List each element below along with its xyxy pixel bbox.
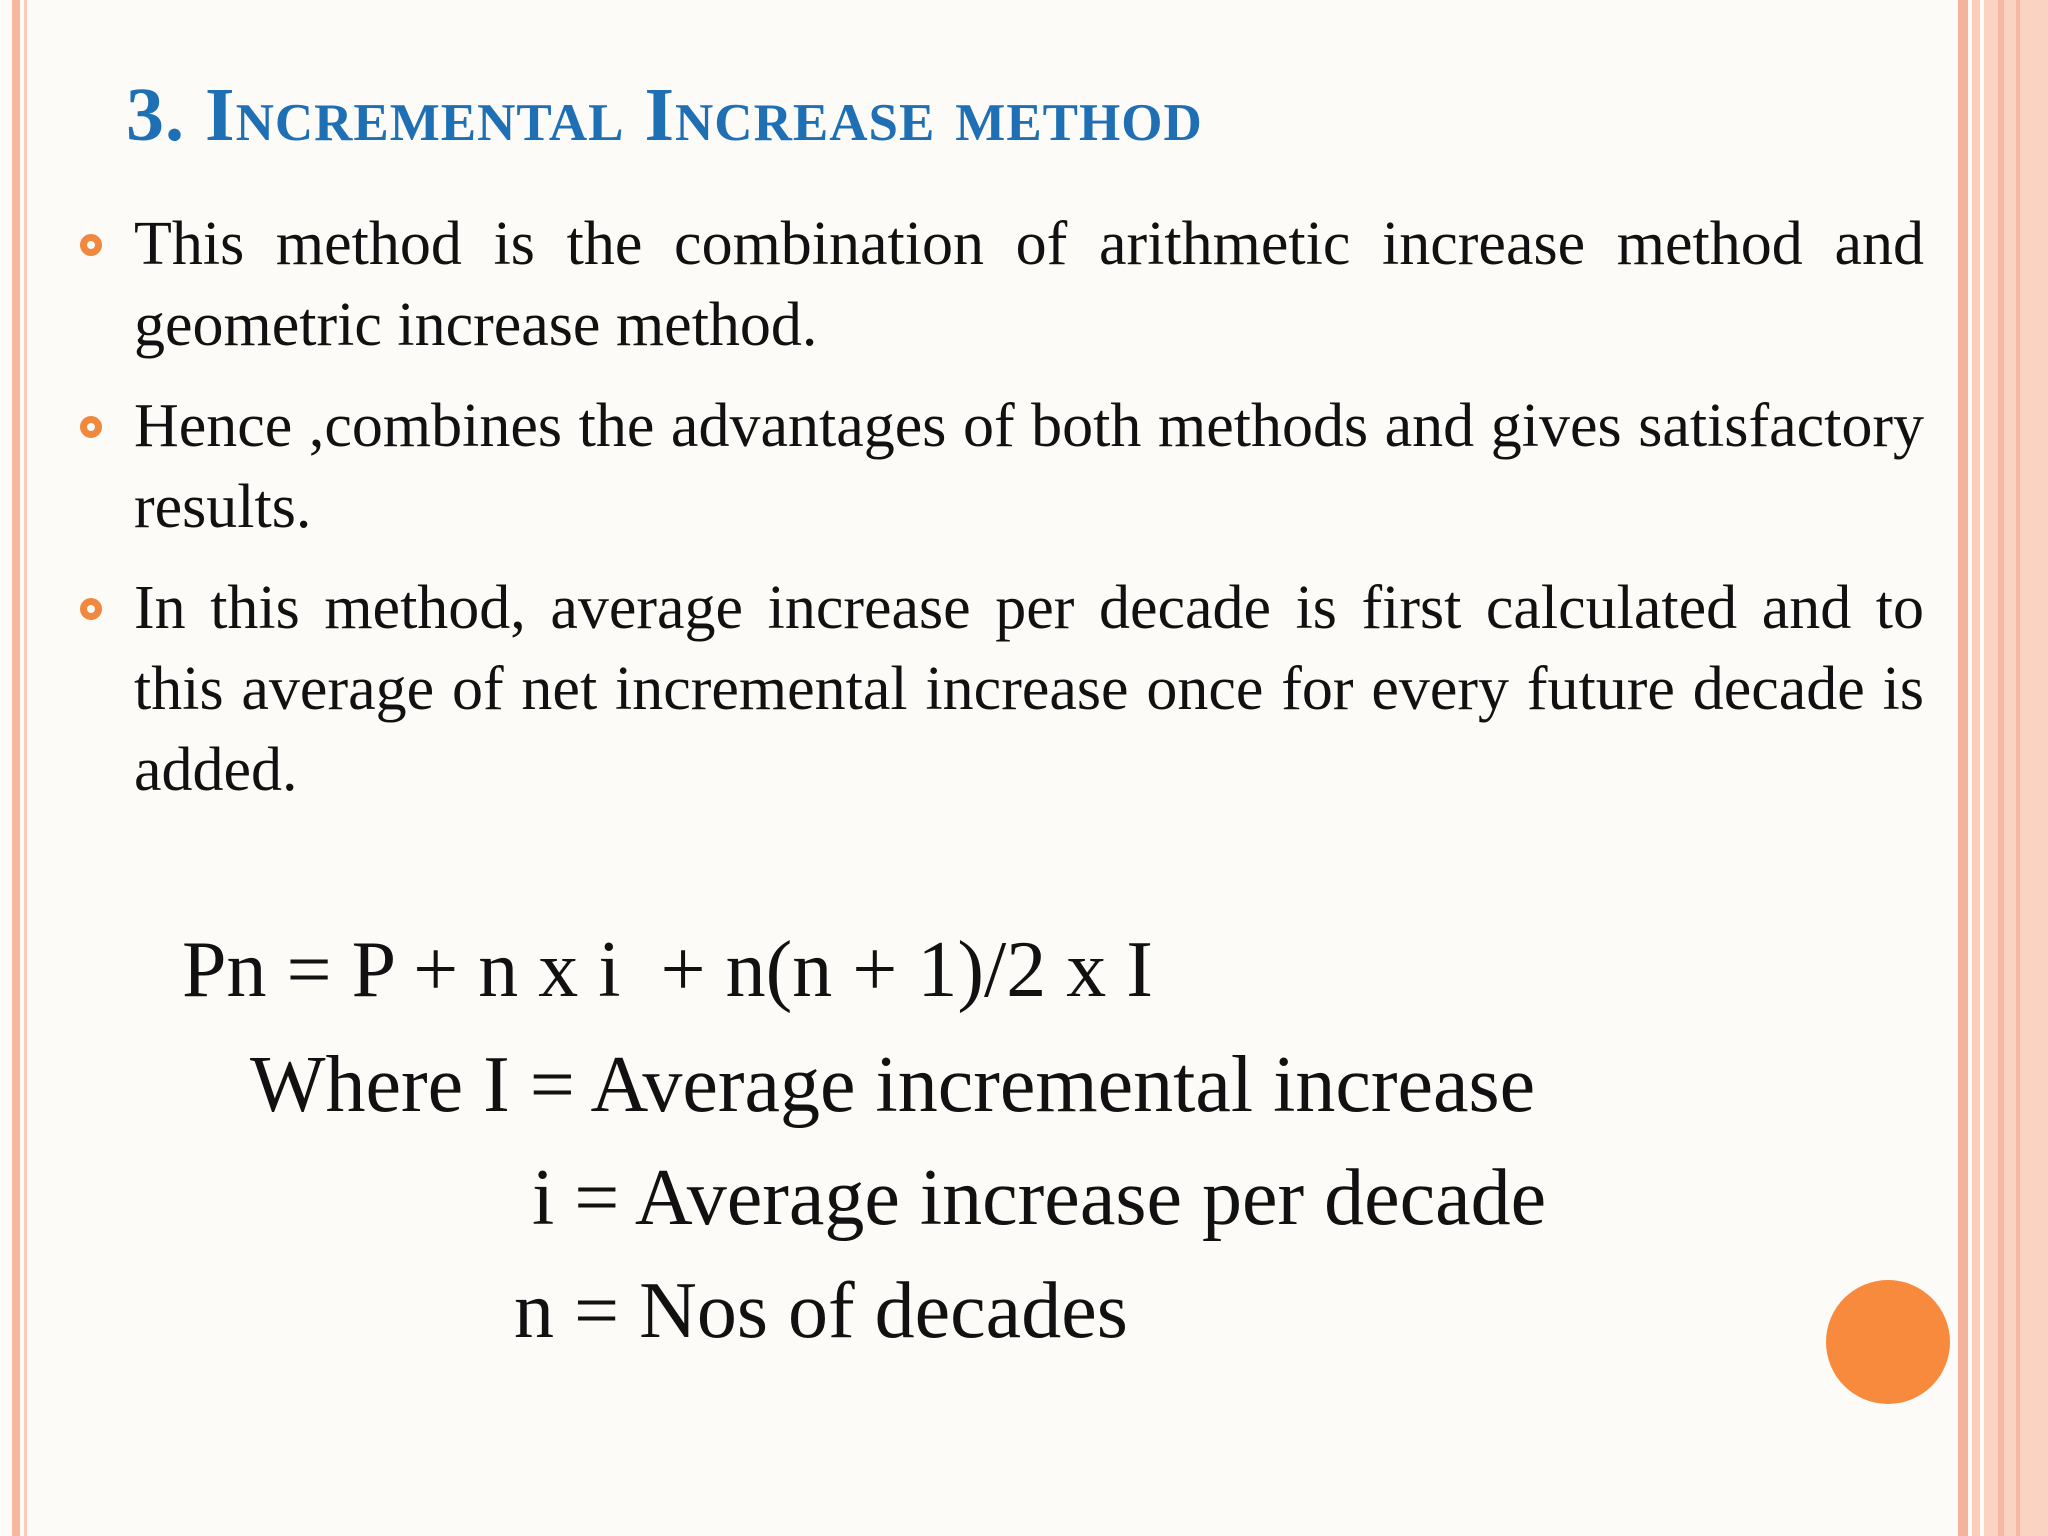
- right-border-stripe-outer: [2016, 0, 2020, 1536]
- circle-bullet-icon: [80, 416, 102, 438]
- right-border-stripe-inner: [1998, 0, 2004, 1536]
- formula: Pn = P + n x i + n(n + 1)/2 x I: [182, 926, 1153, 1014]
- bullet-list: [80, 204, 1924, 831]
- where-line-decades: n = Nos of decades: [514, 1267, 1128, 1355]
- circle-bullet-icon: [80, 234, 102, 256]
- bullet-text: Hence ,combines the advantages of both methods and gives satisfactory results.: [134, 392, 1924, 541]
- circle-bullet-icon: [80, 598, 102, 620]
- bullet-text: In this method, average increase per decade is first calculated and to this average of net incremental increase once for every future decade is added.: [134, 574, 1924, 804]
- bullet-text: This method is the combination of arithmetic increase method and geometric increase method.: [134, 210, 1924, 359]
- decorative-circle-icon: [1826, 1280, 1950, 1404]
- bullet-item: [80, 204, 1924, 366]
- left-border-stripe: [12, 0, 20, 1536]
- bullet-item: [80, 568, 1924, 811]
- where-line-increase: i = Average increase per decade: [532, 1154, 1547, 1242]
- where-line-incremental: Where I = Average incremental increase: [250, 1041, 1536, 1129]
- left-border-stripe-thin: [24, 0, 27, 1536]
- right-border-stripe: [1958, 0, 1968, 1536]
- slide-title: 3. Incremental Increase method: [126, 73, 1203, 157]
- right-border-stripe-light: [1972, 0, 1980, 1536]
- bullet-item: [80, 386, 1924, 548]
